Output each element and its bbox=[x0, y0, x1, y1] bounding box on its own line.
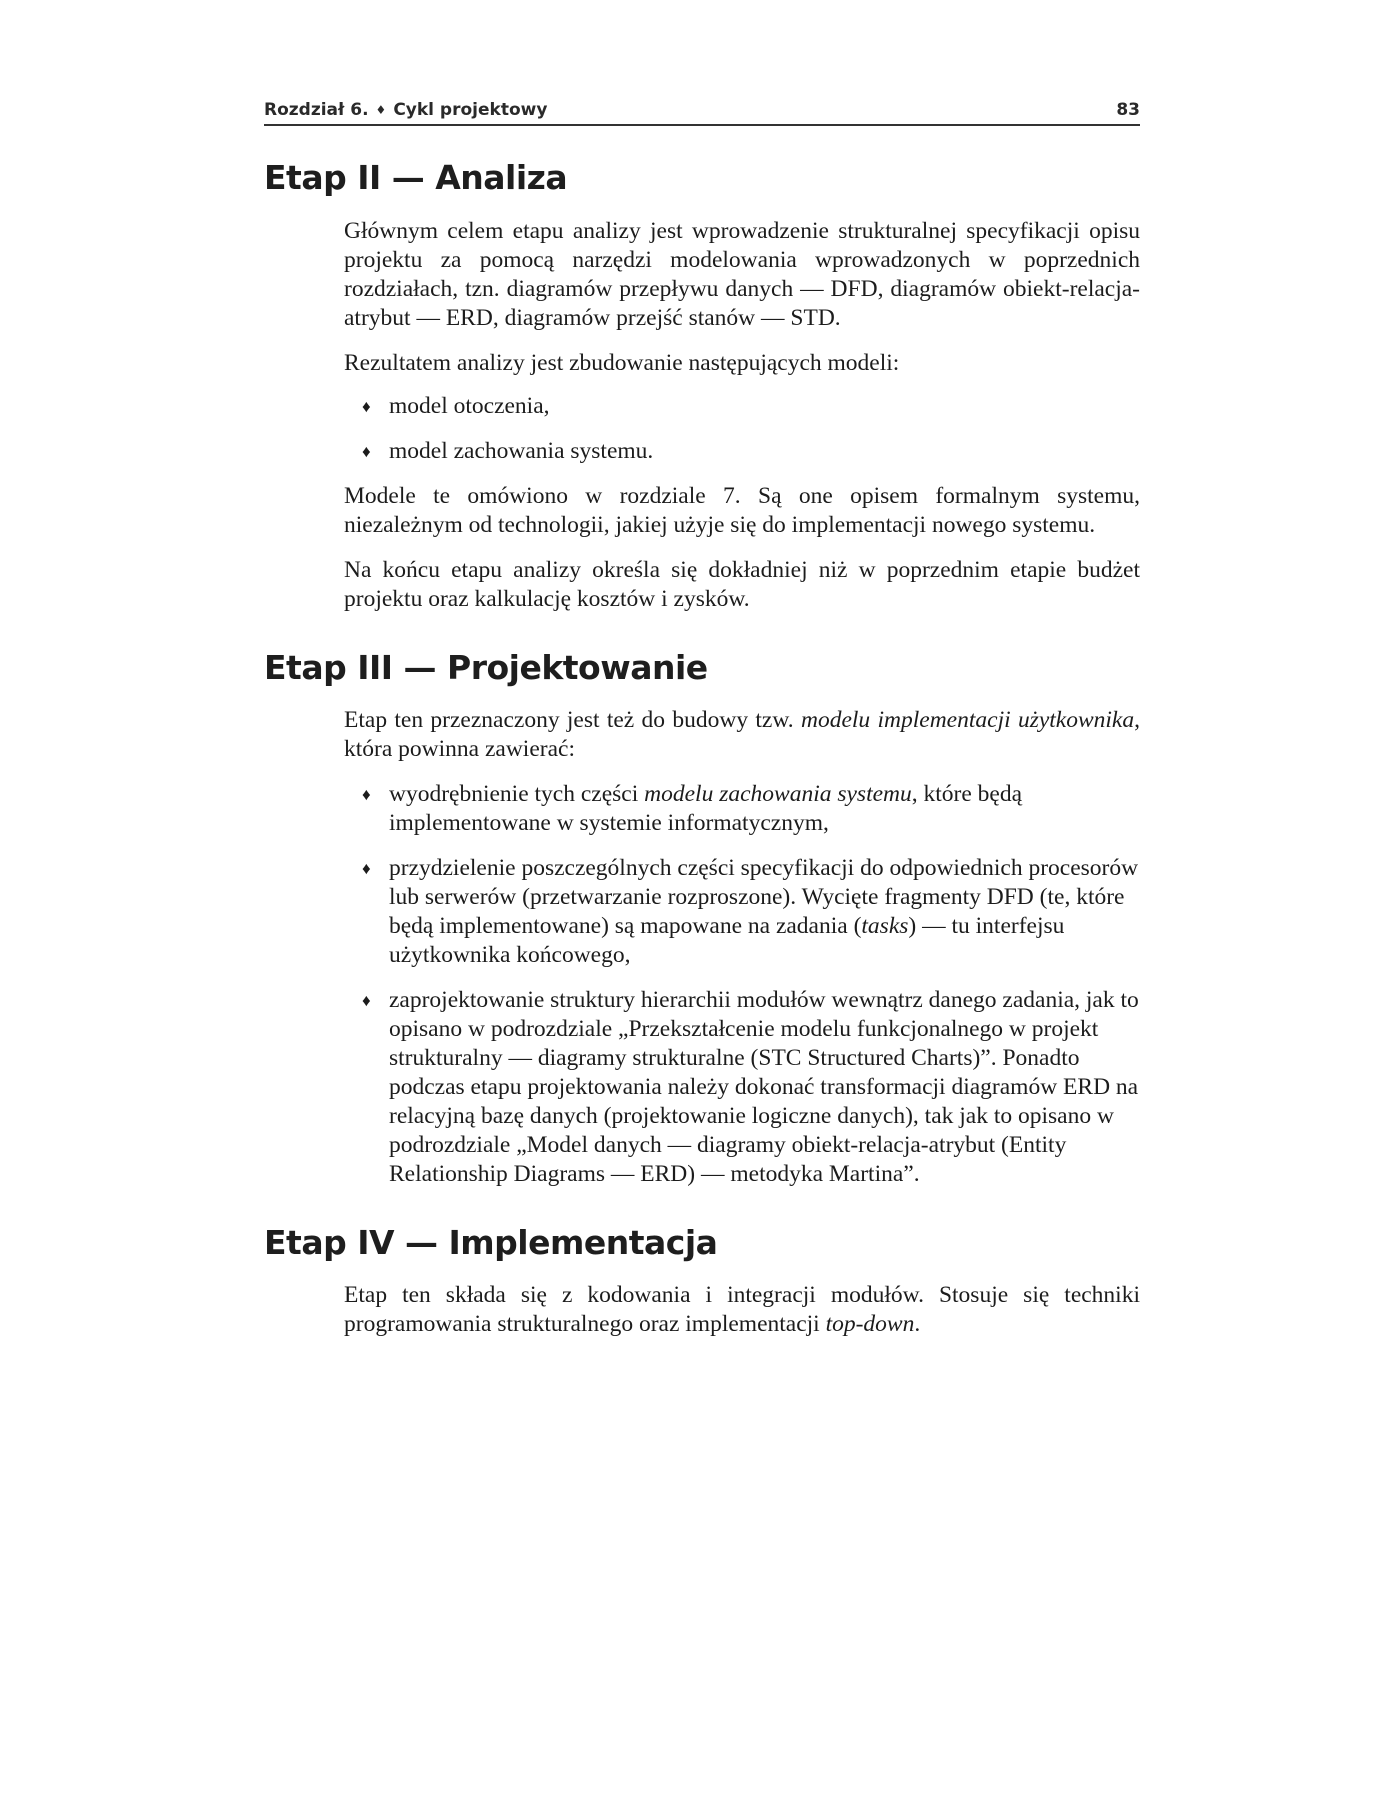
section-body-etap-iii bbox=[344, 706, 1140, 1189]
text-run: Etap ten składa się z kodowania i integracji modułów. Stosuje się techniki programowania strukturalnego oraz implementacji bbox=[344, 1282, 1140, 1337]
list-item-text: model otoczenia, bbox=[389, 393, 550, 419]
bullet-list bbox=[344, 780, 1140, 1189]
diamond-icon: ♦ bbox=[375, 103, 387, 117]
chapter-number: Rozdział 6. bbox=[264, 100, 369, 120]
diamond-bullet-icon: ♦ bbox=[362, 859, 371, 878]
italic-term: top-down bbox=[825, 1311, 915, 1337]
list-item bbox=[344, 392, 1140, 421]
text-run: , która powinna zawierać: bbox=[344, 707, 1140, 762]
text-run: przydzielenie poszczególnych części specyfikacji do odpowiednich procesorów lub serwerów (przetwarzanie rozproszone). Wycięte fragmenty DFD (te, które będą implementowane) są mapowane na zadania ( bbox=[389, 855, 1139, 939]
list-item bbox=[344, 854, 1140, 970]
paragraph bbox=[344, 1281, 1140, 1339]
list-item bbox=[344, 437, 1140, 466]
italic-term: tasks bbox=[861, 913, 909, 939]
list-item bbox=[344, 986, 1140, 1189]
book-page bbox=[264, 96, 1140, 1339]
text-run: Etap ten przeznaczony jest też do budowy tzw. bbox=[344, 707, 801, 733]
paragraph: Głównym celem etapu analizy jest wprowadzenie strukturalnej specyfikacji opisu projektu za pomocą narzędzi modelowania wprowadzonych w poprzednich rozdziałach, tzn. diagramów przepływu danych — DFD, diagramów obiekt-relacja-atrybut — ERD, diagramów przejść stanów — STD. bbox=[344, 218, 1140, 331]
running-head bbox=[264, 96, 1140, 126]
page-number: 83 bbox=[1116, 100, 1140, 120]
section-heading-etap-iv: Etap IV — Implementacja bbox=[264, 1223, 718, 1262]
italic-term: modelu implementacji użytkownika bbox=[801, 707, 1135, 733]
chapter-title: Cykl projektowy bbox=[393, 100, 548, 120]
diamond-bullet-icon: ♦ bbox=[362, 397, 371, 416]
text-run: wyodrębnienie tych części bbox=[389, 781, 645, 807]
section-body-etap-iv bbox=[344, 1281, 1140, 1339]
italic-term: modelu zachowania systemu bbox=[644, 781, 912, 807]
list-item-text: zaprojektowanie struktury hierarchii modułów wewnątrz danego zadania, jak to opisano w podrozdziale „Przekształcenie modelu funkcjonalnego w projekt strukturalny — diagramy strukturalne (STC Structured Charts)”. Ponadto podczas etapu projektowania należy dokonać transformacji diagramów ERD na relacyjną bazę danych (projektowanie logiczne danych), tak jak to opisano w podrozdziale „Model danych — diagramy obiekt-relacja-atrybut (Entity Relationship Diagrams — ERD) — metodyka Martina”. bbox=[389, 987, 1139, 1187]
paragraph bbox=[344, 706, 1140, 764]
list-item-text: model zachowania systemu. bbox=[389, 438, 654, 464]
section-heading-etap-iii: Etap III — Projektowanie bbox=[264, 648, 708, 687]
diamond-bullet-icon: ♦ bbox=[362, 991, 371, 1010]
text-run: , które będą implementowane w systemie informatycznym, bbox=[389, 781, 1023, 836]
section-heading-etap-ii: Etap II — Analiza bbox=[264, 158, 568, 197]
paragraph: Na końcu etapu analizy określa się dokładniej niż w poprzednim etapie budżet projektu oraz kalkulację kosztów i zysków. bbox=[344, 557, 1140, 612]
list-item bbox=[344, 780, 1140, 838]
running-head-left bbox=[264, 100, 547, 120]
paragraph: Modele te omówiono w rozdziale 7. Są one opisem formalnym systemu, niezależnym od technologii, jakiej użyje się do implementacji nowego systemu. bbox=[344, 483, 1140, 538]
diamond-bullet-icon: ♦ bbox=[362, 785, 371, 804]
text-run: ) — tu interfejsu użytkownika końcowego, bbox=[389, 913, 1065, 968]
paragraph: Rezultatem analizy jest zbudowanie następujących modeli: bbox=[344, 350, 900, 376]
diamond-bullet-icon: ♦ bbox=[362, 442, 371, 461]
section-body-etap-ii bbox=[344, 217, 1140, 614]
bullet-list bbox=[344, 392, 1140, 466]
text-run: . bbox=[914, 1311, 921, 1337]
